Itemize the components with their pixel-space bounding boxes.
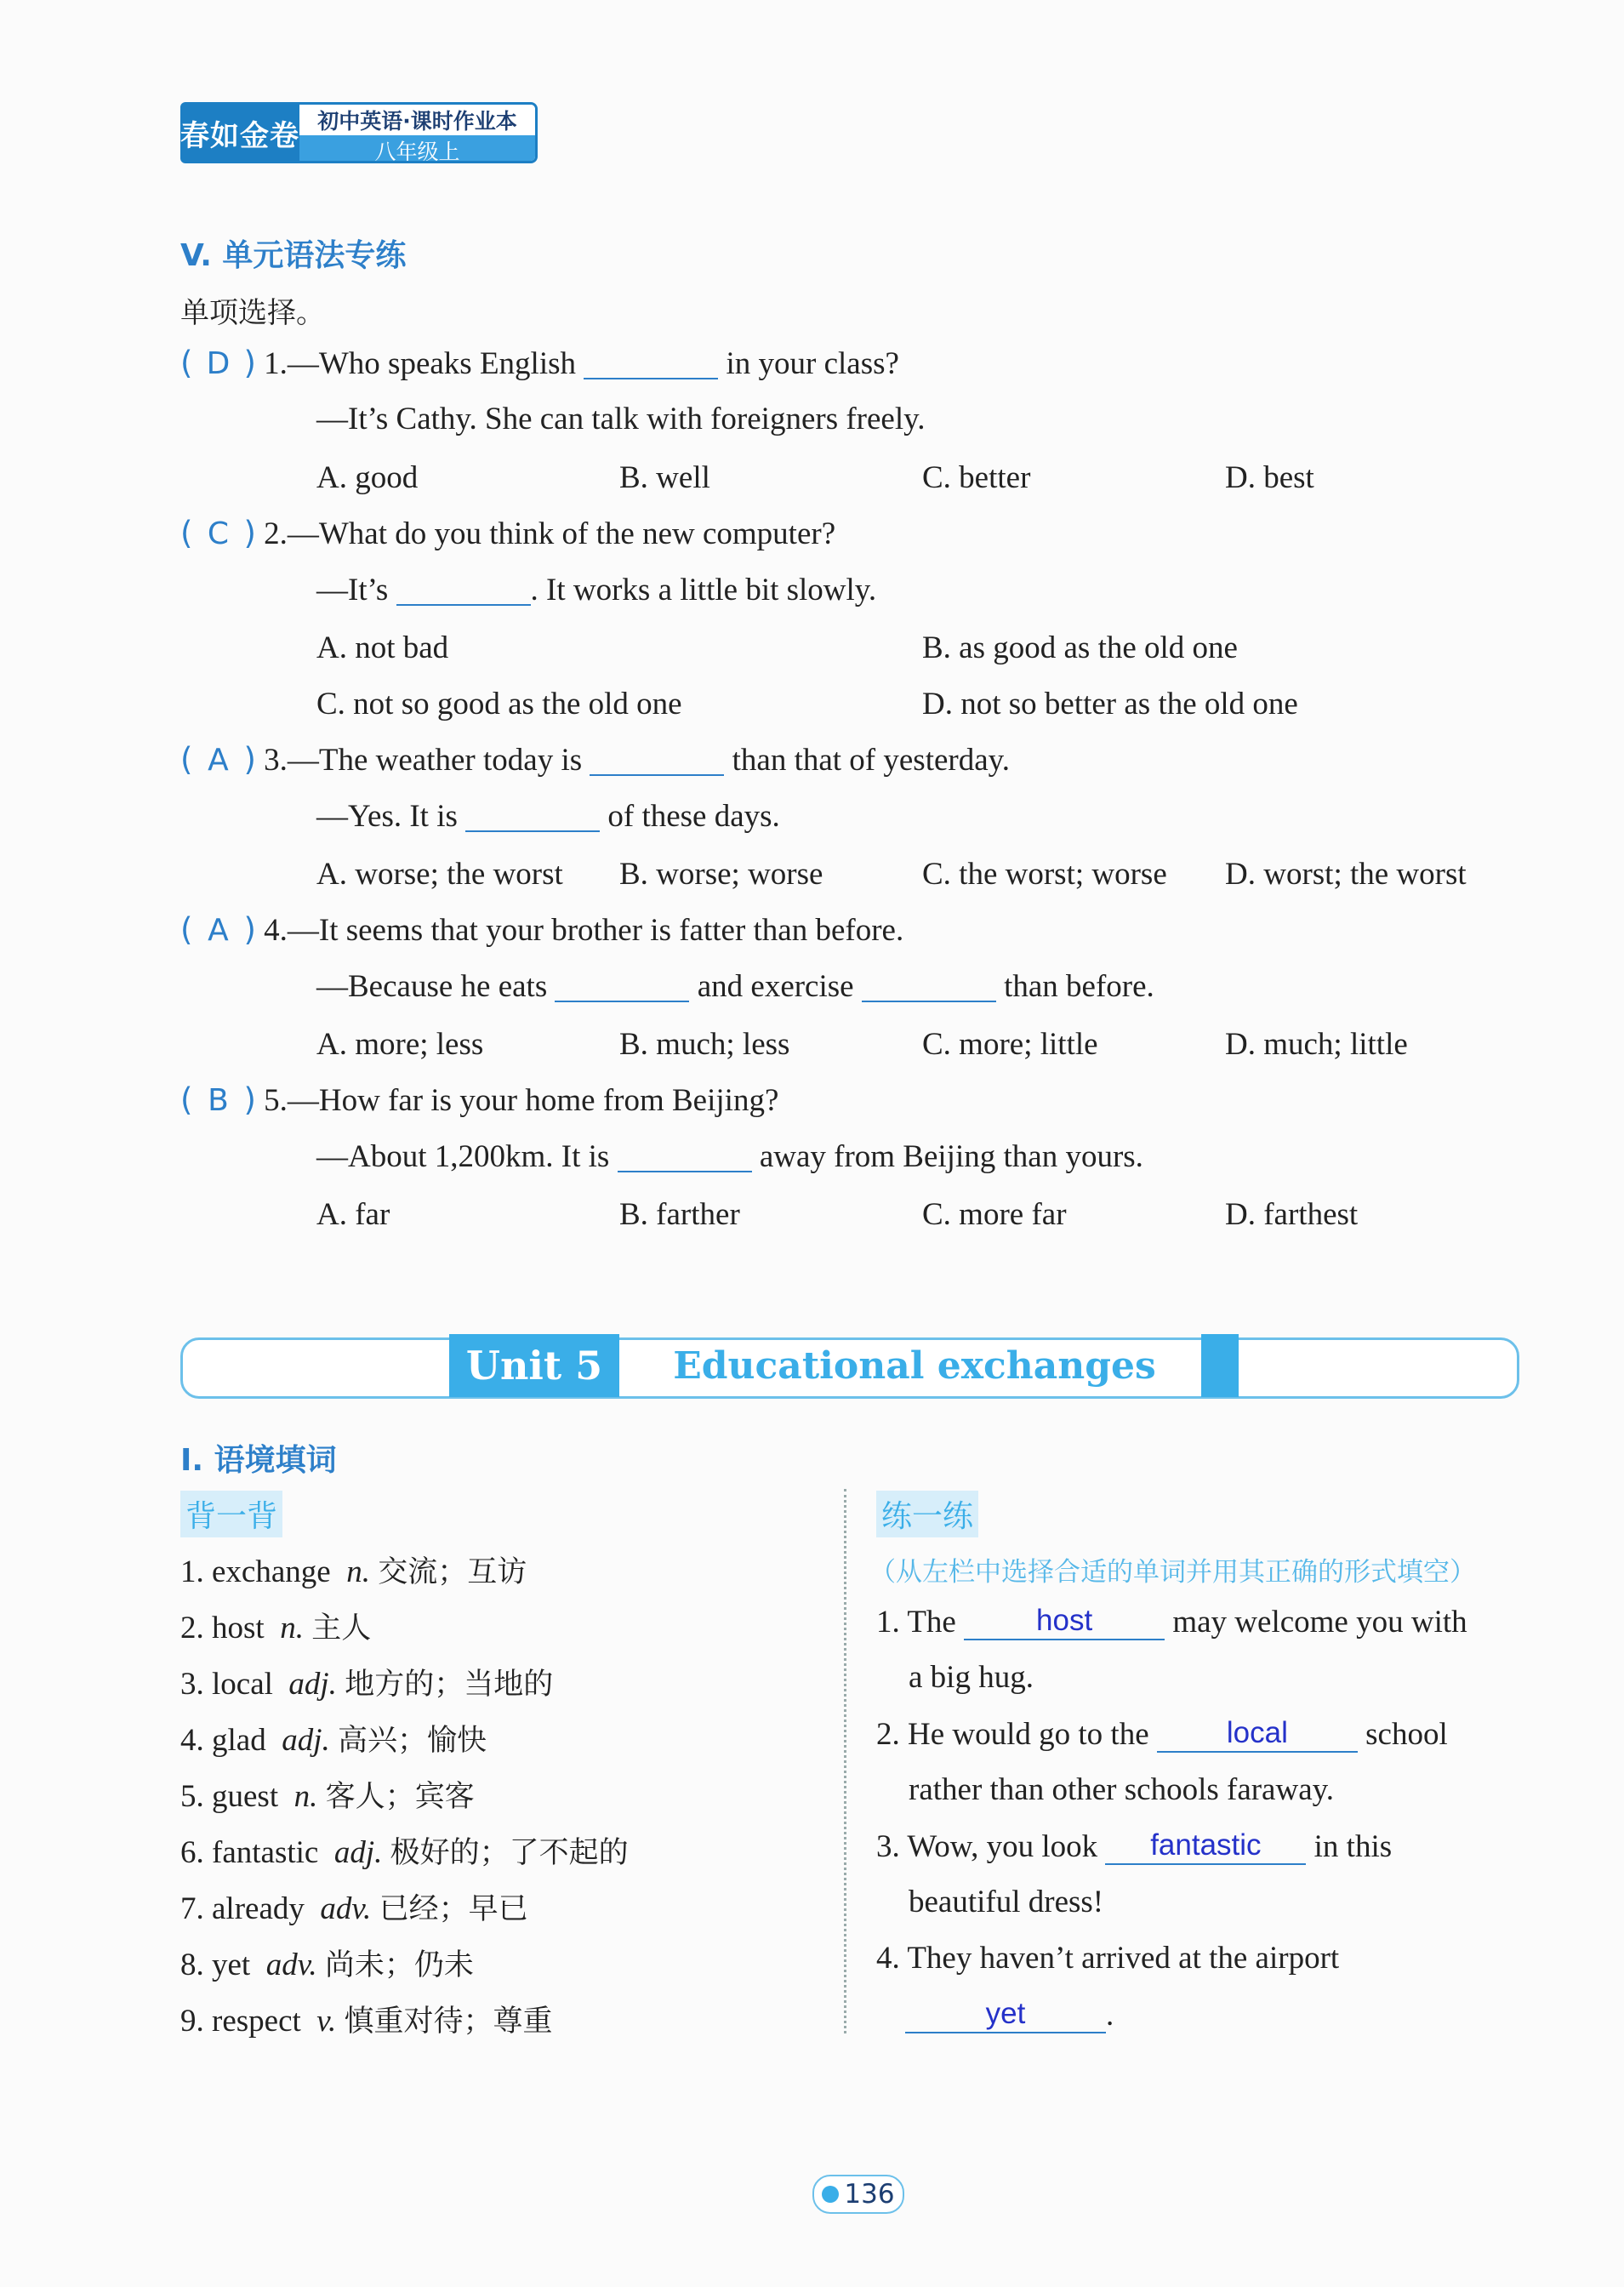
vocab-item: 4. glad adj. 高兴；愉快 <box>180 1723 487 1758</box>
vocab-item: 2. host n. 主人 <box>180 1611 372 1645</box>
fill-item-4-line-2: yet . <box>905 1996 1114 2033</box>
left-column-title: 背一背 <box>180 1491 282 1537</box>
answer-blank[interactable] <box>618 1140 752 1172</box>
instruction-hint: （从左栏中选择合适的单词并用其正确的形式填空） <box>869 1557 1476 1588</box>
page-dot-icon <box>822 2186 839 2203</box>
option-d: D. much; little <box>1225 1027 1408 1062</box>
book-info <box>299 102 538 163</box>
fill-answer[interactable]: local <box>1157 1715 1358 1753</box>
question-3-line-2: —Yes. It is of these days. <box>316 799 780 834</box>
option-c: C. better <box>922 460 1031 495</box>
fill-item-2: 2. He would go to the local school <box>876 1716 1448 1752</box>
grade-label: 八年级上 <box>299 135 535 163</box>
option-d: D. farthest <box>1225 1197 1359 1232</box>
fill-answer[interactable]: fantastic <box>1105 1828 1306 1865</box>
right-column-title: 练一练 <box>876 1491 978 1537</box>
question-5-line-2: —About 1,200km. It is away from Beijing than yours. <box>316 1139 1143 1174</box>
fill-item-4: 4. They haven’t arrived at the airport <box>876 1941 1340 1976</box>
book-title: 初中英语·课时作业本 <box>299 105 535 135</box>
option-b: B. farther <box>619 1197 740 1232</box>
question-4-stem: ( A ) 4.—It seems that your brother is fatter than before. <box>180 911 904 948</box>
answer-blank[interactable] <box>396 573 531 606</box>
option-b: B. as good as the old one <box>922 630 1238 665</box>
vocab-item: 7. already adv. 已经；早已 <box>180 1891 528 1926</box>
option-b: B. worse; worse <box>619 857 823 892</box>
page-number: 136 <box>812 2175 904 2214</box>
option-b: B. well <box>619 460 710 495</box>
option-b: B. much; less <box>619 1027 790 1062</box>
question-1-stem: ( D ) 1.—Who speaks English in your class? <box>180 345 899 381</box>
answer-blank[interactable] <box>862 970 996 1002</box>
question-2-stem: ( C ) 2.—What do you think of the new computer? <box>180 515 836 551</box>
question-4-answer: A <box>208 913 229 948</box>
question-3-answer: A <box>208 743 229 778</box>
option-a: A. not bad <box>316 630 449 665</box>
question-1-answer: D <box>206 346 231 381</box>
vocab-item: 9. respect v. 慎重对待；尊重 <box>180 2004 553 2039</box>
unit-label: Unit 5 <box>449 1334 619 1397</box>
question-3-stem: ( A ) 3.—The weather today is than that of yesterday. <box>180 741 1010 778</box>
option-c: C. not so good as the old one <box>316 687 682 721</box>
unit-title: Educational exchanges <box>673 1343 1156 1388</box>
vocab-item: 6. fantastic adj. 极好的；了不起的 <box>180 1835 629 1870</box>
option-c: C. the worst; worse <box>922 857 1167 892</box>
answer-blank[interactable] <box>465 800 600 832</box>
question-1-line-2: —It’s Cathy. She can talk with foreigners freely. <box>316 402 926 436</box>
option-a: A. more; less <box>316 1027 484 1062</box>
section-title: I. 语境填词 <box>180 1443 337 1478</box>
question-5-answer: B <box>208 1083 229 1118</box>
fill-item-3-line-2: beautiful dress! <box>909 1885 1104 1919</box>
option-d: D. worst; the worst <box>1225 857 1467 892</box>
brand-logo: 春如金卷 <box>180 102 299 163</box>
fill-answer[interactable]: host <box>964 1603 1165 1640</box>
option-a: A. worse; the worst <box>316 857 563 892</box>
question-2-answer: C <box>207 516 229 551</box>
question-5-stem: ( B ) 5.—How far is your home from Beijing? <box>180 1081 779 1118</box>
unit-banner-end <box>1201 1334 1239 1397</box>
option-a: A. good <box>316 460 419 495</box>
fill-item-1-line-2: a big hug. <box>909 1660 1034 1695</box>
fill-item-2-line-2: rather than other schools faraway. <box>909 1772 1334 1807</box>
answer-blank[interactable] <box>590 744 724 776</box>
option-c: C. more; little <box>922 1027 1098 1062</box>
header-badge <box>180 102 538 163</box>
question-2-line-2: —It’s . It works a little bit slowly. <box>316 573 877 607</box>
vocab-item: 1. exchange n. 交流；互访 <box>180 1554 527 1589</box>
option-d: D. best <box>1225 460 1314 495</box>
question-4-line-2: —Because he eats and exercise than before. <box>316 969 1154 1004</box>
option-d: D. not so better as the old one <box>922 687 1298 721</box>
option-a: A. far <box>316 1197 390 1232</box>
option-c: C. more far <box>922 1197 1067 1232</box>
fill-item-1: 1. The host may welcome you with <box>876 1604 1467 1640</box>
fill-item-3: 3. Wow, you look fantastic in this <box>876 1828 1393 1864</box>
vocab-item: 3. local adj. 地方的；当地的 <box>180 1667 554 1702</box>
vocab-item: 5. guest n. 客人；宾客 <box>180 1779 475 1814</box>
column-divider <box>844 1489 846 2033</box>
vocab-item: 8. yet adv. 尚未；仍未 <box>180 1948 474 1982</box>
fill-answer[interactable]: yet <box>905 1996 1106 2033</box>
section-title: V. 单元语法专练 <box>180 238 407 273</box>
answer-blank[interactable] <box>584 347 718 379</box>
answer-blank[interactable] <box>555 970 689 1002</box>
section-subtitle: 单项选择。 <box>180 296 325 330</box>
